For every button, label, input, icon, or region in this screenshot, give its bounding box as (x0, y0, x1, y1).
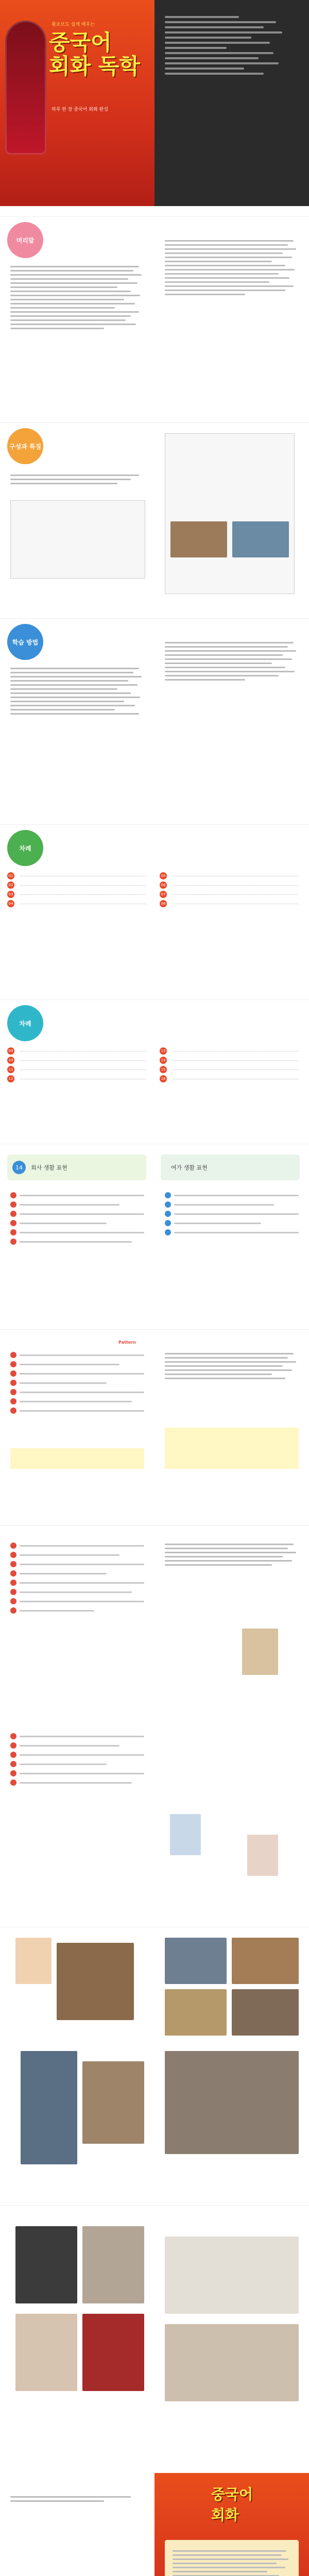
lesson-banner-left (7, 1155, 146, 1180)
cover-title-line1: 중국어 (49, 30, 112, 55)
practice-list-left (10, 1541, 144, 1615)
contents-item[interactable]: 03 (7, 890, 149, 899)
photo-tower (21, 2051, 77, 2164)
contents2-section (0, 999, 309, 1134)
cover-title-line2a: 회화 (49, 54, 91, 79)
vocab-box (165, 1428, 299, 1469)
contents2-right-column (160, 1046, 302, 1083)
pattern-row (10, 1360, 144, 1369)
dialog-row (165, 1218, 299, 1228)
contents-item[interactable]: 15 (160, 1065, 302, 1074)
photo-building (232, 1989, 299, 2036)
practice-section (0, 1525, 309, 1917)
character-illustration (242, 1629, 278, 1675)
practice-row (10, 1578, 144, 1587)
photo-city (165, 2051, 299, 2154)
photo-temple (57, 1943, 134, 2020)
contents-item[interactable]: 05 (160, 871, 302, 880)
contents-item[interactable]: 13 (160, 1046, 302, 1056)
pattern-row (10, 1369, 144, 1378)
contents-item[interactable]: 02 (7, 880, 149, 890)
gallery-section (0, 1927, 309, 2195)
lesson-title-right: 여가 생활 표현 (171, 1164, 208, 1171)
study-text-left (10, 665, 144, 717)
character-illustration-4 (15, 1938, 52, 1984)
dialog-row (165, 1200, 299, 1209)
contents-item[interactable]: 08 (160, 899, 302, 908)
practice-row (10, 1560, 144, 1569)
practice-row (10, 1550, 144, 1560)
portrait-section (0, 2205, 309, 2463)
dialog-row (10, 1218, 144, 1228)
practice-list-left-2 (10, 1732, 144, 1787)
dialog-row (10, 1228, 144, 1237)
character-illustration-2 (170, 1814, 201, 1855)
guide-sample-page-right (165, 433, 295, 594)
photo-gate (165, 1989, 227, 2036)
contents2-heading-badge: 차례 (7, 1005, 43, 1041)
dialog-row (10, 1200, 144, 1209)
dialog-row (165, 1228, 299, 1237)
cover-spread (0, 0, 309, 206)
practice-row (10, 1741, 144, 1750)
dialog-row (10, 1191, 144, 1200)
back-inner-text (10, 2494, 144, 2504)
guide-text (10, 472, 144, 487)
intro-text-left (10, 263, 144, 332)
photo-portrait-1 (15, 2226, 77, 2303)
lesson-banner-right (161, 1155, 300, 1180)
guide-sample-page-left (10, 500, 145, 579)
study-text-right (165, 639, 299, 683)
contents-right-column (160, 871, 302, 908)
dialog-row (10, 1209, 144, 1218)
pattern-row (10, 1387, 144, 1397)
photo-portrait-6 (165, 2324, 299, 2401)
pattern-text-right (165, 1350, 299, 1382)
back-flap (154, 0, 309, 206)
pattern-list-left (10, 1350, 144, 1415)
cover-model-image (5, 21, 46, 155)
photo-crowd (82, 2061, 144, 2144)
back-title-line2: 회화 (211, 2506, 239, 2523)
contents-item[interactable]: 01 (7, 871, 149, 880)
front-cover (0, 0, 154, 206)
practice-row (10, 1778, 144, 1787)
practice-row (10, 1597, 144, 1606)
dialog-list-left (10, 1191, 144, 1246)
guide-photo-2 (232, 521, 289, 557)
contents-section (0, 824, 309, 990)
dialog-row (165, 1209, 299, 1218)
back-flap-text (165, 13, 288, 78)
back-blurb-text (173, 2548, 291, 2576)
practice-row (10, 1732, 144, 1741)
back-title-line1: 중국어 (211, 2486, 253, 2503)
contents-heading-badge: 차례 (7, 830, 43, 866)
practice-row (10, 1750, 144, 1759)
study-heading-badge: 학습 방법 (7, 624, 43, 660)
contents-item[interactable]: 07 (160, 890, 302, 899)
contents-item[interactable]: 06 (160, 880, 302, 890)
cover-subtitle: 왕초보도 쉽게 배우는 (52, 22, 95, 27)
photo-market (232, 1938, 299, 1984)
study-section (0, 618, 309, 815)
contents-item[interactable]: 10 (7, 1056, 149, 1065)
dialog-row (10, 1237, 144, 1246)
back-cover-title (211, 2483, 253, 2524)
guide-photo-1 (170, 521, 227, 557)
contents-list (7, 871, 302, 908)
intro-text-right (165, 238, 299, 298)
contents2-list (7, 1046, 302, 1083)
back-cover-spread (0, 2473, 309, 2576)
dialog-row (165, 1191, 299, 1200)
cover-title (49, 31, 152, 78)
photo-portrait-3 (15, 2314, 77, 2391)
character-illustration-3 (247, 1835, 278, 1876)
tip-box (10, 1448, 144, 1469)
contents-item[interactable]: 09 (7, 1046, 149, 1056)
contents-item[interactable]: 11 (7, 1065, 149, 1074)
back-inner-page (0, 2473, 154, 2576)
pattern-label-left: Pattern (118, 1340, 136, 1345)
photo-portrait-4 (82, 2314, 144, 2391)
cover-tagline: 하루 한 장 중국어 회화 완성 (52, 107, 108, 112)
contents-left-column (7, 871, 149, 908)
dialog-list-right (165, 1191, 299, 1237)
pattern-row (10, 1397, 144, 1406)
guide-heading-badge: 구성과 특징 (7, 428, 43, 464)
photo-portrait-5 (165, 2236, 299, 2314)
lesson-number: 14 (12, 1161, 26, 1174)
pattern-row (10, 1378, 144, 1387)
pattern-row (10, 1406, 144, 1415)
practice-row (10, 1606, 144, 1615)
practice-row (10, 1769, 144, 1778)
contents-item[interactable]: 16 (160, 1074, 302, 1083)
photo-portrait-2 (82, 2226, 144, 2303)
contents-item[interactable]: 14 (160, 1056, 302, 1065)
practice-row (10, 1541, 144, 1550)
practice-text-right (165, 1541, 299, 1568)
contents2-left-column (7, 1046, 149, 1083)
pattern-section (0, 1329, 309, 1515)
contents-item[interactable]: 04 (7, 899, 149, 908)
pattern-row (10, 1350, 144, 1360)
back-cover (154, 2473, 309, 2576)
lesson-title-left: 회사 생활 표현 (31, 1164, 67, 1171)
photo-street (165, 1938, 227, 1984)
lesson-section (0, 1144, 309, 1319)
cover-title-line3: 독학 (98, 54, 140, 79)
guide-section (0, 422, 309, 608)
practice-row (10, 1569, 144, 1578)
practice-row (10, 1587, 144, 1597)
intro-heading-badge: 머리말 (7, 222, 43, 258)
cover-title-line2 (49, 55, 152, 78)
back-cover-blurb (165, 2540, 299, 2576)
contents-item[interactable]: 12 (7, 1074, 149, 1083)
practice-row (10, 1759, 144, 1769)
intro-section (0, 216, 309, 413)
